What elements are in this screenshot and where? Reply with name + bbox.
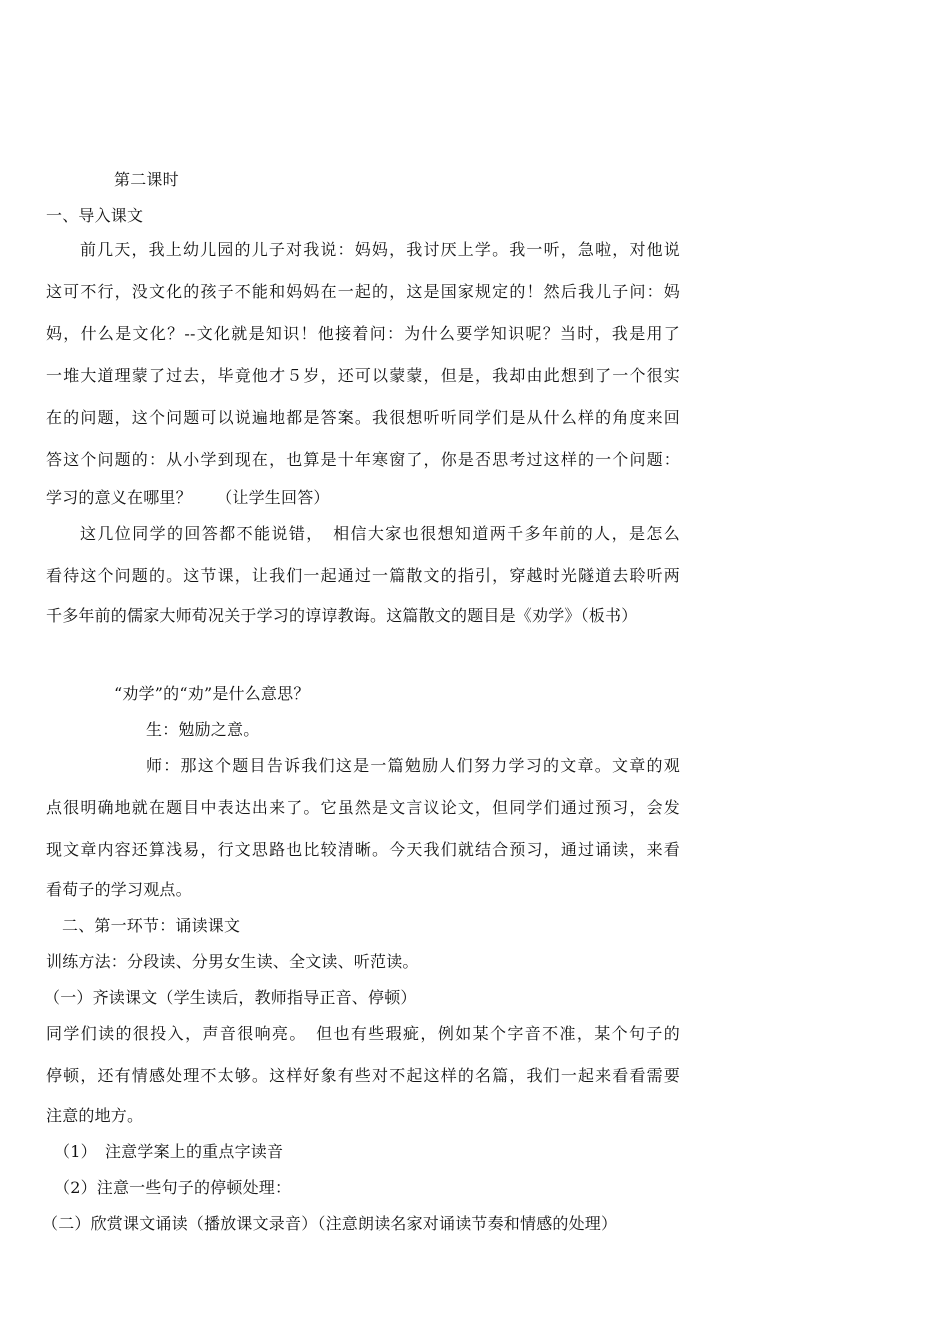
para2-line-2: 看待这个问题的。这节课，让我们一起通过一篇散文的指引，穿越时光隧道去聆听两 — [46, 566, 680, 585]
para2-line-3: 千多年前的儒家大师荀况关于学习的谆谆教诲。这篇散文的题目是《劝学》（板书） — [46, 606, 638, 625]
note-1: （1） 注意学案上的重点字读音 — [54, 1142, 284, 1161]
para1-line-5: 在的问题，这个问题可以说遍地都是答案。我很想听听同学们是从什么样的角度来回 — [46, 408, 680, 427]
note-2: （2）注意一些句子的停顿处理： — [54, 1178, 292, 1197]
section1-heading: 一、导入课文 — [46, 206, 144, 225]
question: “劝学”的“劝”是什么意思？ — [114, 684, 310, 703]
teacher-line-4: 看荀子的学习观点。 — [46, 880, 192, 899]
para1-line-7: 学习的意义在哪里？ （让学生回答） — [46, 488, 330, 507]
para1-line-3: 妈，什么是文化？--文化就是知识！他接着问：为什么要学知识呢？当时，我是用了 — [46, 324, 680, 343]
teacher-line-2: 点很明确地就在题目中表达出来了。它虽然是文言议论文，但同学们通过预习，会发 — [46, 798, 680, 817]
para2-line-1: 这几位同学的回答都不能说错， 相信大家也很想知道两千多年前的人，是怎么 — [80, 524, 680, 543]
step-2: （二）欣赏课文诵读（播放课文录音）（注意朗读名家对诵读节奏和情感的处理） — [42, 1214, 618, 1233]
training-method: 训练方法：分段读、分男女生读、全文读、听范读。 — [46, 952, 419, 971]
para1-line-6: 答这个问题的：从小学到现在，也算是十年寒窗了，你是否思考过这样的一个问题： — [46, 450, 680, 469]
student-answer: 生：勉励之意。 — [146, 720, 260, 739]
para1-line-4: 一堆大道理蒙了过去，毕竟他才５岁，还可以蒙蒙，但是，我却由此想到了一个很实 — [46, 366, 680, 385]
para1-line-1: 前几天，我上幼儿园的儿子对我说：妈妈，我讨厌上学。我一听，急啦，对他说 — [80, 240, 680, 259]
lesson-title: 第二课时 — [114, 170, 179, 189]
comment-line-1: 同学们读的很投入，声音很响亮。 但也有些瑕疵，例如某个字音不准，某个句子的 — [46, 1024, 680, 1043]
comment-line-3: 注意的地方。 — [46, 1106, 144, 1125]
comment-line-2: 停顿，还有情感处理不太够。这样好象有些对不起这样的名篇，我们一起来看看需要 — [46, 1066, 680, 1085]
para1-line-2: 这可不行，没文化的孩子不能和妈妈在一起的，这是国家规定的！然后我儿子问：妈 — [46, 282, 680, 301]
section2-heading: 二、第一环节：诵读课文 — [62, 916, 241, 935]
step-1: （一）齐读课文（学生读后，教师指导正音、停顿） — [44, 988, 417, 1007]
teacher-line-1: 师：那这个题目告诉我们这是一篇勉励人们努力学习的文章。文章的观 — [146, 756, 680, 775]
teacher-line-3: 现文章内容还算浅易，行文思路也比较清晰。今天我们就结合预习，通过诵读，来看 — [46, 840, 680, 859]
